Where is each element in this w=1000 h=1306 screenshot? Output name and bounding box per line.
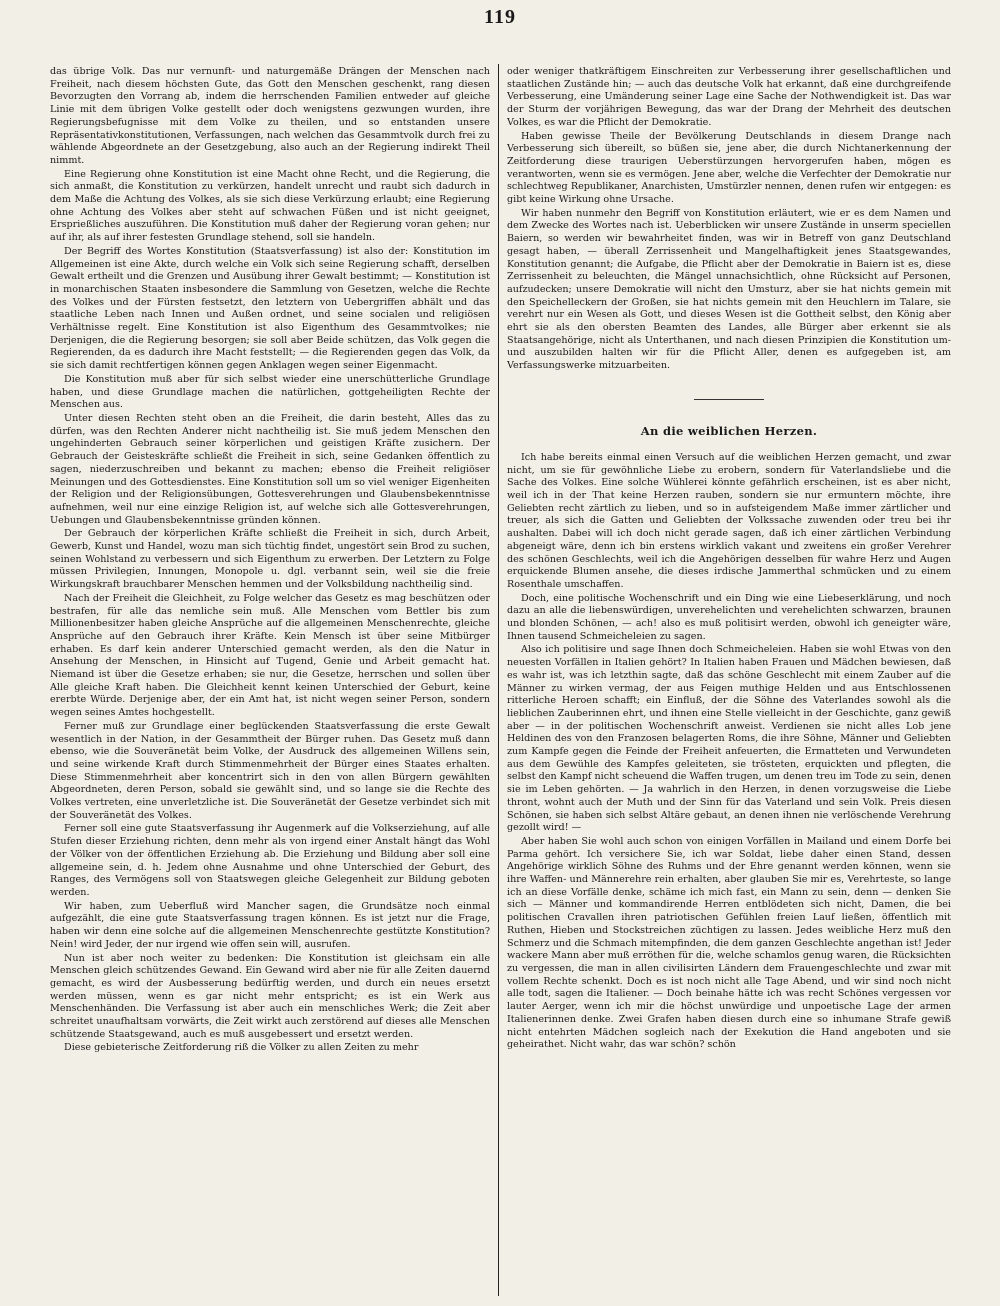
paragraph: Diese gebieterische Zeitforderung riß die Völker zu allen Zeiten zu mehr (64, 1042, 419, 1054)
paragraph: das übrige Volk. Das nur vernunft- und naturgemäße Drängen der Menschen nach Freiheit, nach diesem höchsten Gute, das Gott den Menschen geschenkt, rang diesen Bevorzugten den Vorrang ab, indem die herrschenden Familien entweder auf gleiche Linie mit dem übrigen Volke gestellt oder doch wenigstens gezwungen wurden, ihre Regierungsbefugnisse mit dem Volke zu theilen, und so entstanden unsere Repräsentativkonstitutionen, Verfassungen, nach welchen das Gesammtvolk durch frei zu wählende Abgeordnete an der Gesetzgebung, also auch an der Regierung indirekt Theil nimmt. (50, 66, 490, 166)
paragraph: Der Gebrauch der körperlichen Kräfte schließt die Freiheit in sich, durch Arbeit, Gewerb, Kunst und Handel, wozu man sich tüchtig findet, ungestört sein Brod zu suchen, seinen Wohlstand zu verbessern und sich Eigenthum zu erwerben. Der Letztern zu Folge müssen Privilegien, Innungen, Monopole u. dgl. verbannt sein, weil sie die freie Wirkungskraft brauchbarer Menschen hemmen und der Volksbildung nachtheilig sind. (50, 528, 490, 591)
paragraph: Aber haben Sie wohl auch schon von einigen Vorfällen in Mailand und einem Dorfe bei Parma gehört. Ich versichere Sie, ich war Soldat, liebe daher einen Stand, dessen Angehörige wirklich Söhne des Ruhms und der Ehre genannt werden können, wenn sie ihre Waffen- und Männerehre rein erhalten, aber glauben Sie mir es, Verehrteste, so lange ich an diese Vorfälle denke, schäme ich mich fast, ein Mann zu sein, denn — denken Sie sich — Männer und kommandirende Herren entblödeten sich nicht, Damen, die bei politischen Cravallen ihren patriotischen Gefühlen freien Lauf ließen, öffentlich mit Ruthen, Hieben und Stockstreichen züchtigen zu lassen. Jedes weibliche Herz muß den Schmerz und die Schmach mitempfinden, die dem ganzen Geschlechte angethan ist! Jeder wackere Mann aber muß erröthen für die, welche schamlos genug waren, die Rücksichten zu vergessen, die man in allen civilisirten Ländern dem Frauengeschlechte und zwar mit vollem Rechte schenkt. Doch es ist noch nicht alle Tage Abend, und wir sind noch nicht alle todt, sagen die Italiener. — Doch beinahe hätte ich was recht Schönes vergessen vor lauter Aerger, wenn ich mir die höchst unwürdige und unpoetische Lage der armen Italienerinnen denke. Zwei Grafen haben diesen durch eine so inhumane Strafe gewiß nicht entehrten Mädchen sogleich nach der Exekution die Hand angeboten und sie geheirathet. Nicht wahr, das war schön? schön (507, 835, 951, 1051)
column-divider (498, 64, 499, 1296)
paragraph: Ferner muß zur Grundlage einer beglückenden Staatsverfassung die erste Gewalt wesentlich in der Nation, in der Gesammtheit der Bürger ruhen. Das Gesetz muß dann ebenso, wie die Souveränetät beim Volke, der Ausdruck des allgemeinen Willens sein, und seine wirkende Kraft durch Stimmenmehrheit der Bürger eines Staates erhalten. Diese Stimmenmehrheit aber koncentrirt sich in den von allen Bürgern gewählten Abgeordneten, deren Person, sobald sie gewählt sind, und so lange sie die Rechte des Volkes vertreten, eine unverletzliche ist. Die Souveränetät der Gesetze verbindet sich mit der Souveränetät des Volkes. (50, 720, 490, 821)
paragraph: Haben gewisse Theile der Bevölkerung Deutschlands in diesem Drange nach Verbesserung sich übereilt, so büßen sie, jene aber, die durch Nichtanerkennung der Zeitforderung diese traurigen Ueberstürzungen hervorgerufen haben, mögen es verantworten, wenn sie es vermögen. Jene aber, welche die Verfechter der Demokratie nur schlechtweg Republikaner, Anarchisten, Umstürzler nennen, denen rufen wir entgegen: es gibt keine Wirkung ohne Ursache. (507, 130, 951, 206)
paragraph: Wir haben, zum Ueberfluß wird Mancher sagen, die Grundsätze noch einmal aufgezählt, die eine gute Staatsverfassung tragen können. Es ist jetzt nur die Frage, haben wir denn eine solche auf die allgemeinen Menschenrechte gestützte Konstitution? Nein! wird Jeder, der nur irgend wie offen sein will, ausrufen. (50, 900, 490, 950)
paragraph: Ich habe bereits einmal einen Versuch auf die weiblichen Herzen gemacht, und zwar nicht, um sie für gewöhnliche Liebe zu erobern, sondern für Vaterlandsliebe und die Sache des Volkes. Eine solche Wühlerei könnte gefährlich erscheinen, ist es aber nicht, weil ich in der That keine Herzen rauben, sondern sie nur ermuntern möchte, ihre Geliebten recht zärtlich zu lieben, und so in aufsteigendem Maße immer zärtlicher und treuer, als sich die Gatten und Geliebten der Volkssache zuwenden oder treu bei ihr aushalten. Dabei will ich doch nicht gerade sagen, daß ich einer zärtlichen Verbindung abgeneigt wäre, denn ich bin erstens wirklich vakant und zweitens ein großer Verehrer des schönen Geschlechts, weil ich die Angehörigen desselben für wahre Herz und Augen erquickende Blumen ansehe, die dieses irdische Jammerthal schmücken und zu einem Rosenthale umschaffen. (507, 451, 951, 590)
section-separator (694, 399, 764, 400)
paragraph: Unter diesen Rechten steht oben an die Freiheit, die darin besteht, Alles das zu dürfen, was den Rechten Anderer nicht nachtheilig ist. Sie muß jedem Menschen den ungehinderten Gebrauch seiner körperlichen und geistigen Kräfte zusichern. Der Gebrauch der Geisteskräfte schließt die Freiheit in sich, seine Gedanken öffentlich zu sagen, niederzuschreiben und bekannt zu machen; ebenso die Freiheit religiöser Meinungen und des Gottesdienstes. Eine Konstitution soll um so viel weniger Eigenheiten der Religion und der Religionsübungen, Gottesverehrungen und Glaubensbekenntnisse aufnehmen, weil nur eine einzige Religion ist, auf welche sich alle Gottesverehrungen, Uebungen und Glaubensbekenntnisse gründen können. (50, 412, 490, 526)
paragraph: Ferner soll eine gute Staatsverfassung ihr Augenmerk auf die Volkserziehung, auf alle Stufen dieser Erziehung richten, denn mehr als von irgend einer Anstalt hängt das Wohl der Völker von der öffentlichen Erziehung ab. Die Erziehung und Bildung aber soll eine allgemeine sein, d. h. Jedem ohne Ausnahme und ohne Unterschied der Geburt, des Ranges, des Vermögens soll von Staatswegen gleiche Gelegenheit zur Bildung geboten werden. (50, 823, 490, 898)
paragraph: Nach der Freiheit die Gleichheit, zu Folge welcher das Gesetz es mag beschützen oder bestrafen, für alle das nemliche sein muß. Alle Menschen vom Bettler bis zum Millionenbesitzer haben gleiche Ansprüche auf die allgemeinen Menschenrechte, gleiche Ansprüche auf den Gebrauch ihrer Kräfte. Kein Mensch ist über seine Mitbürger erhaben. Es darf kein anderer Unterschied gemacht werden, als den die Natur in Ansehung der Menschen, in Hinsicht auf Tugend, Genie und Arbeit gemacht hat. Niemand ist über die Gesetze erhaben; sie nur, die Gesetze, herrschen und sollen über Alle gleiche Kraft haben. Die Gleichheit kennt keinen Unterschied der Geburt, keine ererbte Würde. Derjenige aber, der ein Amt hat, ist nicht wegen seiner Person, sondern wegen seines Amtes hochgestellt. (50, 592, 490, 719)
left-column (50, 66, 490, 1296)
paragraph: Der Begriff des Wortes Konstitution (Staatsverfassung) ist also der: Konstitution im Allgemeinen ist eine Akte, durch welche ein Volk sich seine Regierung schafft, derselben Gewalt ertheilt und die Grenzen und Ausübung ihrer Gewalt bestimmt; — Konstitution ist in monarchischen Staaten insbesondere die Sammlung von Gesetzen, welche die Rechte des Volkes und der Fürsten festsetzt, den letztern von Uebergriffen abhält und das staatliche Leben nach Innen und Außen ordnet, und seine socialen und religiösen Verhältnisse regelt. Eine Konstitution ist also Eigenthum des Gesammtvolkes; nie Derjenigen, die die Regierung besorgen; sie soll aber Beide schützen, das Volk gegen die Regierenden, da es dadurch ihre Macht feststellt; — die Regierenden gegen das Volk, da sie sich damit rechtfertigen können gegen Anklagen wegen seiner Eigenmacht. (50, 245, 490, 372)
right-column (507, 66, 951, 1296)
paragraph: Wir haben nunmehr den Begriff von Konstitution erläutert, wie er es dem Namen und dem Zwecke des Wortes nach ist. Ueberblicken wir unsere Zustände in unserm speciellen Baiern, so werden wir bewahrheitet finden, was wir in Betreff von ganz Deutschland gesagt haben, — überall Zerrissenheit und Mangelhaftigkeit jenes Staatsgewandes, Konstitution genannt; die Aufgabe, die Pflicht aber der Demokratie in Baiern ist es, diese Zerrissenheit zu beleuchten, die Mängel unnachsichtlich, ohne Rücksicht auf Personen, aufzudecken; unsere Demokratie will nicht den Umsturz, aber sie hat nichts gemein mit den Speichelleckern der Großen, sie hat nichts gemein mit den Heuchlern im Talare, sie verehrt nur ein Wesen als Gott, und dieses Wesen ist die Gottheit selbst, den König aber ehrt sie als den obersten Beamten des Landes, alle Bürger aber erkennt sie als Staatsangehörige, nicht als Unterthanen, und nach diesen Prinzipien die Konstitution um- und auszubilden halten wir für die Pflicht Aller, denen es aufgegeben ist, am Verfassungswerke mitzuarbeiten. (507, 207, 951, 372)
page-number: 119 (484, 6, 516, 28)
paragraph: Eine Regierung ohne Konstitution ist eine Macht ohne Recht, und die Regierung, die sich anmaßt, die Konstitution zu verkürzen, handelt unrecht und raubt sich dadurch in dem Maße die Achtung des Volkes, als sie sich diese Verkürzung erlaubt; eine Regierung ohne Achtung des Volkes aber steht auf schwachen Füßen und ist nicht geeignet, Ersprießliches auszuführen. Die Konstitution muß daher der Regierung voran gehen; nur auf ihr, als auf ihrer festesten Grundlage stehend, soll sie handeln. (50, 168, 490, 244)
paragraph: Doch, eine politische Wochenschrift und ein Ding wie eine Liebeserklärung, und noch dazu an alle die liebenswürdigen, unverehelichten und verehelichten schwarzen, braunen und blonden Schönen, — ach! also es muß politisirt werden, obwohl ich geneigter wäre, Ihnen tausend Schmeicheleien zu sagen. (507, 592, 951, 642)
paragraph: Also ich politisire und sage Ihnen doch Schmeicheleien. Haben sie wohl Etwas von den neuesten Vorfällen in Italien gehört? In Italien haben Frauen und Mädchen bewiesen, daß es wahr ist, was ich letzthin sagte, daß das schöne Geschlecht mit einem Zauber auf die Männer zu wirken vermag, der aus Feigen muthige Helden und aus Entschlossenen ritterliche Heroen schafft; ein Einfluß, der die Söhne des Vaterlandes sowohl als die lieblichen Zauberinnen ehrt, und ihnen eine Stelle vielleicht in der Geschichte, ganz gewiß aber — in der politischen Wochenschrift anweist. Verdienen sie nicht alles Lob jene Heldinen des von den Franzosen belagerten Roms, die ihre Söhne, Männer und Geliebten zum Kampfe gegen die Feinde der Freiheit anfeuerten, die Ermatteten und Verwundeten aus dem Gewühle des Kampfes geleiteten, sie trösteten, erquickten und pflegten, die selbst den Kampf nicht scheuend die Waffen trugen, um denen treu im Tode zu sein, denen sie im Leben gehörten. — Ja wahrlich in den Herzen, in denen vorzugsweise die Liebe thront, wohnt auch der Muth und der Sinn für das Vaterland und sein Volk. Preis diesen Schönen, sie haben sich selbst Altäre gebaut, an denen ihnen nie verlöschende Verehrung gezollt wird! — (507, 644, 951, 834)
paragraph: oder weniger thatkräftigem Einschreiten zur Verbesserung ihrer gesellschaftlichen und staatlichen Zustände hin; — auch das deutsche Volk hat erkannt, daß eine durchgreifende Verbesserung, eine Umänderung seiner Lage eine Sache der Nothwendigkeit ist. Das war der Sturm der vorjährigen Bewegung, das war der Drang der Mehrheit des deutschen Volkes, es war die Pflicht der Demokratie. (507, 66, 951, 128)
paragraph: Nun ist aber noch weiter zu bedenken: Die Konstitution ist gleichsam ein alle Menschen gleich schützendes Gewand. Ein Gewand wird aber nie für alle Zeiten dauernd gemacht, es wird der Ausbesserung bedürftig werden, und durch ein neues ersetzt werden müssen, wenn es gar nicht mehr entspricht; es ist ein Werk aus Menschenhänden. Die Verfassung ist aber auch ein menschliches Werk; die Zeit aber schreitet unaufhaltsam vorwärts, die Zeit wirkt auch zerstörend auf dieses alle Menschen schützende Staatsgewand, auch es muß ausgebessert und ersetzt werden. (50, 952, 490, 1040)
paragraph: Die Konstitution muß aber für sich selbst wieder eine unerschütterliche Grundlage haben, und diese Grundlage machen die natürlichen, gottgeheiligten Rechte der Menschen aus. (50, 373, 490, 411)
article-heading: An die weiblichen Herzen. (640, 423, 818, 438)
